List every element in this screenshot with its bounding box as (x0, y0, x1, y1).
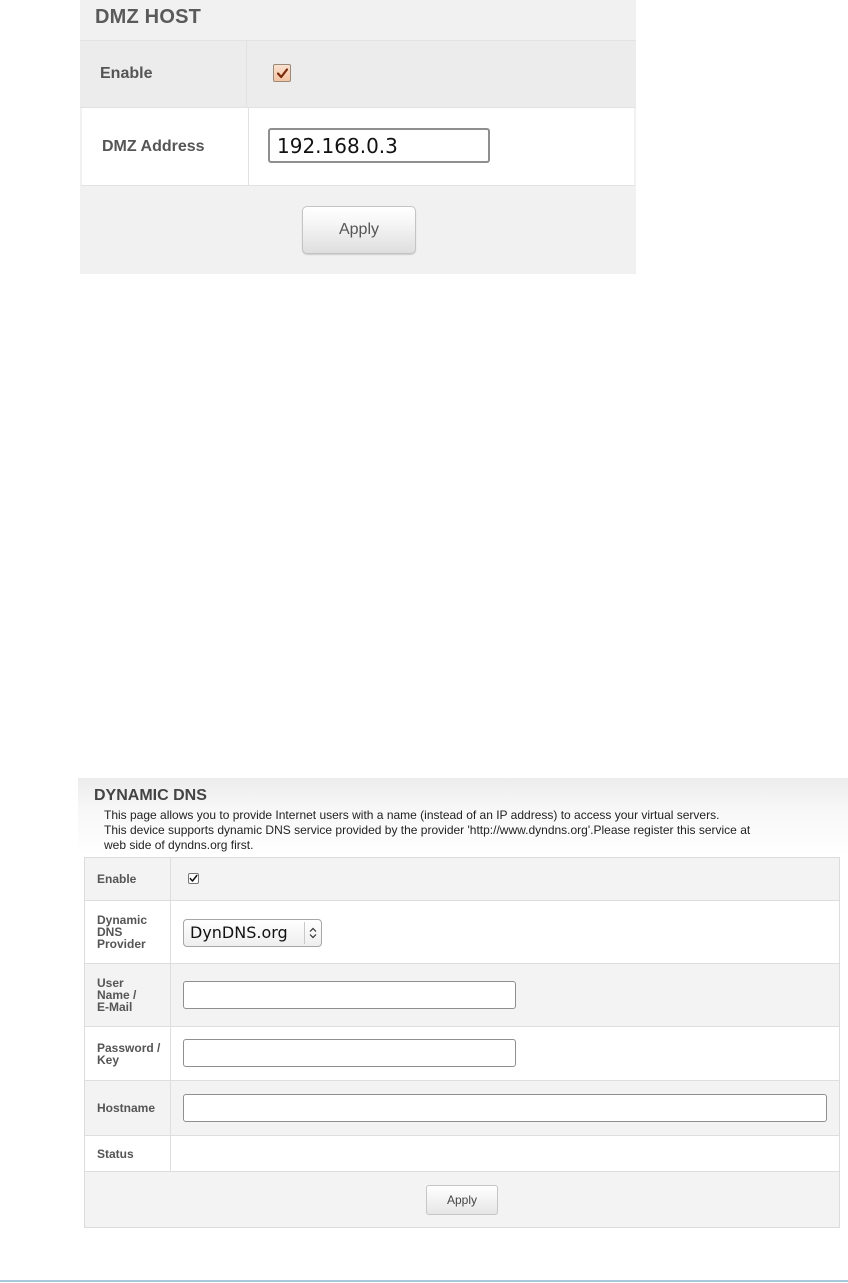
dmz-address-input[interactable] (268, 128, 490, 163)
ddns-enable-checkbox[interactable] (188, 873, 199, 884)
dmz-address-label: DMZ Address (82, 108, 249, 185)
ddns-enable-row (85, 858, 839, 901)
footer-divider (0, 1280, 848, 1282)
ddns-provider-select[interactable] (183, 919, 322, 947)
dynamic-dns-panel (78, 778, 848, 1230)
ddns-apply-row (85, 1172, 839, 1227)
dmz-address-row (80, 108, 636, 186)
select-arrows-icon (304, 922, 321, 944)
ddns-username-row (85, 964, 839, 1027)
dmz-apply-button[interactable]: Apply (302, 206, 416, 254)
dynamic-dns-form (84, 857, 840, 1228)
ddns-hostname-input[interactable] (183, 1094, 827, 1122)
dmz-enable-label: Enable (80, 41, 247, 107)
ddns-status-label: Status (85, 1136, 171, 1171)
dmz-host-panel (80, 0, 636, 274)
ddns-password-input[interactable] (183, 1039, 516, 1067)
ddns-username-input[interactable] (183, 981, 516, 1009)
dynamic-dns-title: DYNAMIC DNS (94, 787, 207, 804)
dmz-enable-row (80, 40, 636, 108)
ddns-status-row (85, 1136, 839, 1172)
description-line: This device supports dynamic DNS service provided by the provider 'http://www.dyndns.org'.Please register this service at (104, 823, 751, 837)
ddns-hostname-row (85, 1081, 839, 1136)
ddns-provider-row (85, 901, 839, 964)
ddns-hostname-label: Hostname (85, 1081, 171, 1135)
ddns-password-row (85, 1027, 839, 1081)
checkmark-icon (276, 67, 289, 80)
dynamic-dns-description (104, 808, 824, 853)
dmz-host-title: DMZ HOST (95, 6, 202, 28)
ddns-enable-label: Enable (85, 858, 171, 900)
ddns-apply-button[interactable]: Apply (426, 1185, 498, 1215)
ddns-password-label: Password / Key (85, 1027, 171, 1080)
description-line: This page allows you to provide Internet users with a name (instead of an IP address) to access your virtual servers. (104, 808, 720, 822)
description-line: web side of dyndns.org first. (104, 838, 254, 852)
ddns-username-label: User Name / E-Mail (85, 964, 171, 1026)
ddns-status-value (171, 1136, 839, 1171)
checkmark-icon (189, 874, 198, 883)
ddns-provider-value: DynDNS.org (190, 923, 288, 942)
dmz-enable-checkbox[interactable] (273, 64, 291, 82)
ddns-provider-label: Dynamic DNS Provider (85, 901, 171, 963)
